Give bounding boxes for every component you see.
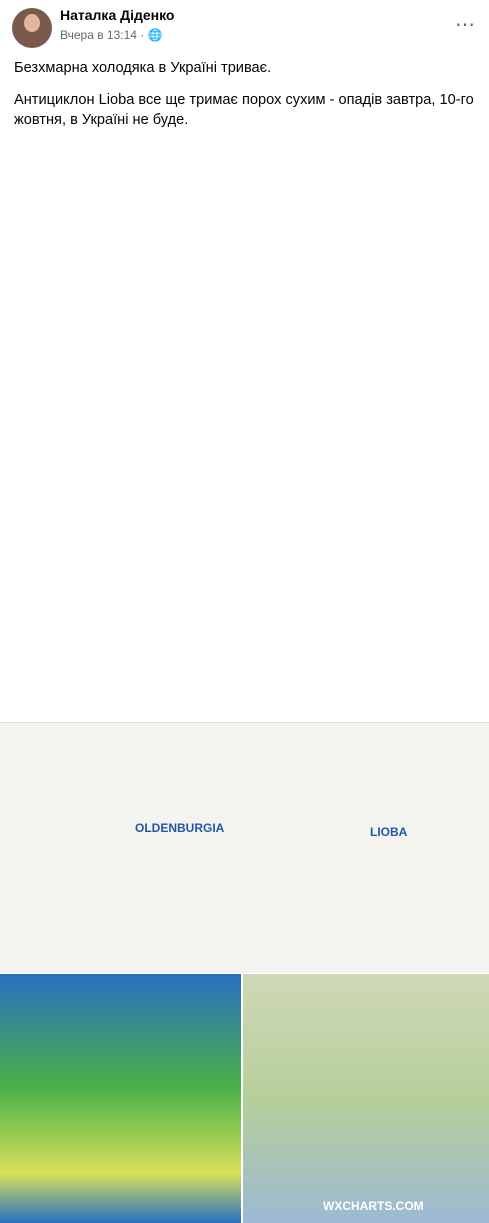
map-label: OLDENBURGIA bbox=[135, 821, 225, 835]
post-header bbox=[0, 0, 489, 58]
weather-map-3[interactable] bbox=[243, 974, 489, 1223]
watermark: WXCHARTS.COM bbox=[323, 1199, 424, 1213]
more-options-icon[interactable]: ⋯ bbox=[455, 14, 475, 36]
map-label: LIOBA bbox=[370, 825, 408, 839]
post-meta[interactable]: Вчера в 13:14 · 🌐 bbox=[60, 28, 163, 42]
weather-map-1[interactable] bbox=[0, 722, 489, 973]
paragraph: Безхмарна холодяка в Україні триває. bbox=[14, 60, 272, 76]
weather-map-2[interactable] bbox=[0, 974, 241, 1223]
paragraph: Антициклон Lioba все ще тримає порох сухим - опадів завтра, 10-го жовтня, в Україні не буде. bbox=[14, 92, 474, 128]
avatar[interactable] bbox=[12, 8, 52, 48]
author-name[interactable]: Наталка Діденко bbox=[60, 7, 175, 23]
post-body bbox=[0, 58, 489, 130]
